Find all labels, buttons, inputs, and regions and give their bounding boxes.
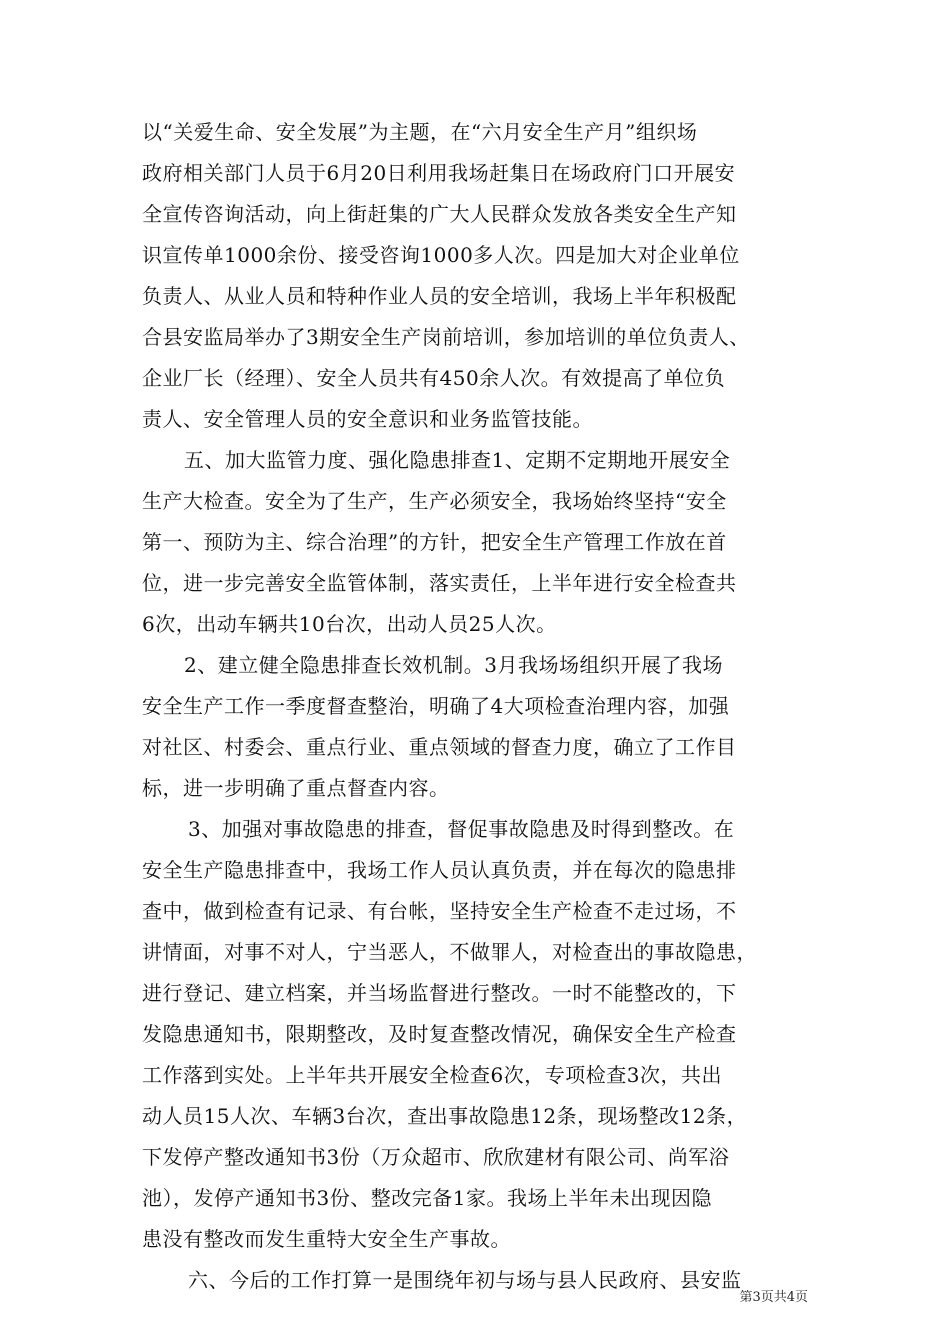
text-line: 责人、安全管理人员的安全意识和业务监管技能。 <box>142 407 593 431</box>
page-number: 第3页共4页 <box>739 1290 808 1305</box>
text-line: 进行登记、建立档案，并当场监督进行整改。一时不能整改的，下 <box>142 981 737 1005</box>
text-line: 全宣传咨询活动，向上街赶集的广大人民群众发放各类安全生产知 <box>142 202 737 226</box>
text-line: 讲情面，对事不对人，宁当恶人，不做罪人，对检查出的事故隐患， <box>142 940 757 964</box>
paragraph-section-six <box>142 1260 808 1301</box>
text-line: 标，进一步明确了重点督查内容。 <box>142 776 450 800</box>
paragraph-item-two <box>142 645 808 809</box>
text-line: 识宣传单1000余份、接受咨询1000多人次。四是加大对企业单位 <box>142 243 740 267</box>
text-line: 查中，做到检查有记录、有台帐，坚持安全生产检查不走过场，不 <box>142 899 737 923</box>
text-line: 安全生产隐患排查中，我场工作人员认真负责，并在每次的隐患排 <box>142 858 737 882</box>
text-line: 3、加强对事故隐患的排查，督促事故隐患及时得到整改。在 <box>188 817 735 841</box>
text-line: 五、加大监管力度、强化隐患排查1、定期不定期地开展安全 <box>184 448 731 472</box>
text-line: 位，进一步完善安全监管体制，落实责任，上半年进行安全检查共 <box>142 571 737 595</box>
text-line: 动人员15人次、车辆3台次，查出事故隐患12条，现场整改12条， <box>142 1104 748 1128</box>
text-line: 第一、预防为主、综合治理”的方针，把安全生产管理工作放在首 <box>142 530 727 554</box>
document-body <box>142 112 808 1301</box>
paragraph-item-three <box>142 809 808 1260</box>
text-line: 安全生产工作一季度督查整治，明确了4大项检查治理内容，加强 <box>142 694 730 718</box>
text-line: 6次，出动车辆共10台次，出动人员25人次。 <box>142 612 557 636</box>
text-line: 下发停产整改通知书3份（万众超市、欣欣建材有限公司、尚军浴 <box>142 1145 730 1169</box>
text-line: 六、今后的工作打算一是围绕年初与场与县人民政府、县安监 <box>188 1268 742 1292</box>
text-line: 发隐患通知书，限期整改，及时复查整改情况，确保安全生产检查 <box>142 1022 737 1046</box>
text-line: 工作落到实处。上半年共开展安全检查6次，专项检查3次，共出 <box>142 1063 722 1087</box>
paragraph-section-five <box>142 440 808 645</box>
text-line: 以“关爱生命、安全发展”为主题，在“六月安全生产月”组织场 <box>142 120 698 144</box>
text-line: 对社区、村委会、重点行业、重点领域的督查力度，确立了工作目 <box>142 735 737 759</box>
text-line: 患没有整改而发生重特大安全生产事故。 <box>142 1227 511 1251</box>
text-line: 政府相关部门人员于6月20日利用我场赶集日在场政府门口开展安 <box>142 161 736 185</box>
text-line: 负责人、从业人员和特种作业人员的安全培训，我场上半年积极配 <box>142 284 737 308</box>
paragraph-publicity-training <box>142 112 808 440</box>
text-line: 生产大检查。安全为了生产，生产必须安全，我场始终坚持“安全 <box>142 489 727 513</box>
text-line: 2、建立健全隐患排查长效机制。3月我场场组织开展了我场 <box>184 653 723 677</box>
text-line: 合县安监局举办了3期安全生产岗前培训，参加培训的单位负责人、 <box>142 325 750 349</box>
text-line: 池），发停产通知书3份、整改完备1家。我场上半年未出现因隐 <box>142 1186 712 1210</box>
text-line: 企业厂长（经理）、安全人员共有450余人次。有效提高了单位负 <box>142 366 726 390</box>
